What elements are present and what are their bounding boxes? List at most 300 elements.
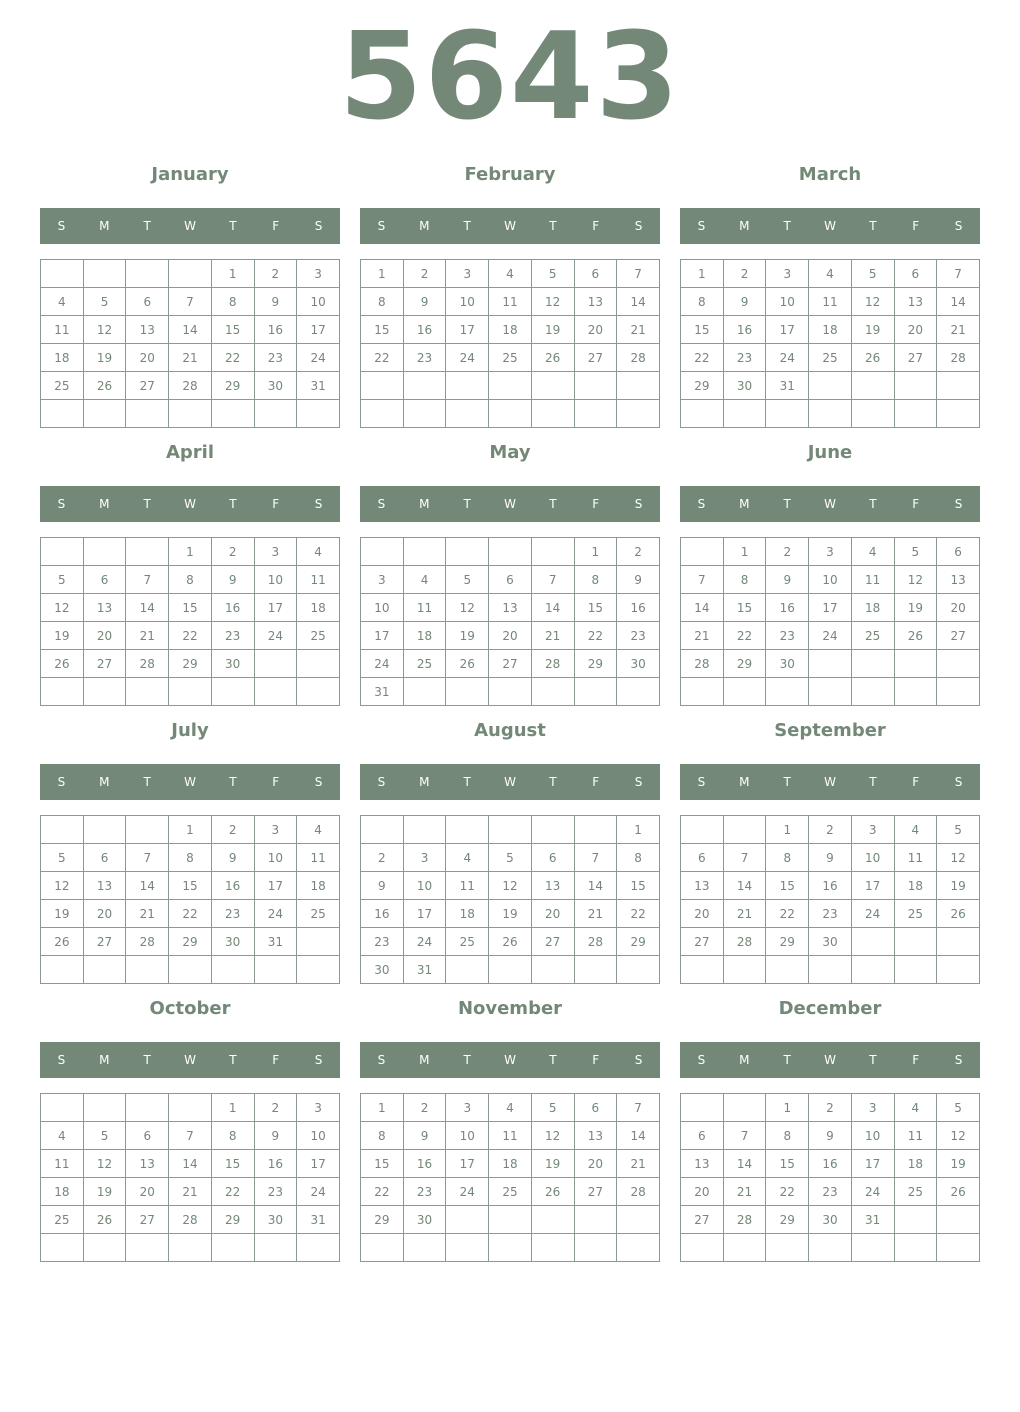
day-cell: 28: [723, 928, 766, 956]
day-cell: 24: [809, 622, 852, 650]
day-cell: 20: [574, 316, 617, 344]
empty-day-cell: [937, 1234, 980, 1262]
empty-day-cell: [574, 1234, 617, 1262]
empty-day-cell: [446, 678, 489, 706]
day-cell: 25: [446, 928, 489, 956]
day-cell: 19: [41, 622, 84, 650]
empty-day-cell: [574, 372, 617, 400]
empty-day-cell: [41, 678, 84, 706]
empty-day-cell: [126, 260, 169, 288]
day-cell: 16: [361, 900, 404, 928]
empty-day-cell: [489, 372, 532, 400]
empty-day-cell: [126, 816, 169, 844]
week-row: [41, 316, 340, 344]
day-grid: [680, 259, 980, 428]
week-row: [361, 1234, 660, 1262]
empty-day-cell: [361, 816, 404, 844]
day-cell: 2: [254, 1094, 297, 1122]
empty-day-cell: [41, 1094, 84, 1122]
day-cell: 16: [403, 316, 446, 344]
empty-day-cell: [681, 1094, 724, 1122]
day-cell: 28: [617, 344, 660, 372]
empty-day-cell: [574, 956, 617, 984]
day-cell: 20: [83, 900, 126, 928]
day-cell: 4: [41, 1122, 84, 1150]
day-cell: 31: [766, 372, 809, 400]
day-cell: 3: [766, 260, 809, 288]
day-cell: 28: [681, 650, 724, 678]
day-cell: 7: [937, 260, 980, 288]
empty-day-cell: [766, 400, 809, 428]
week-row: [361, 650, 660, 678]
day-cell: 11: [446, 872, 489, 900]
week-row: [41, 594, 340, 622]
day-cell: 15: [723, 594, 766, 622]
day-cell: 21: [617, 1150, 660, 1178]
day-cell: 28: [126, 650, 169, 678]
day-cell: 26: [531, 344, 574, 372]
day-cell: 13: [574, 1122, 617, 1150]
weekday-label: T: [783, 775, 791, 789]
day-cell: 3: [446, 260, 489, 288]
day-cell: 17: [809, 594, 852, 622]
empty-day-cell: [681, 956, 724, 984]
day-cell: 22: [766, 1178, 809, 1206]
week-row: [41, 1178, 340, 1206]
empty-day-cell: [937, 956, 980, 984]
empty-day-cell: [169, 260, 212, 288]
day-cell: 25: [41, 372, 84, 400]
day-cell: 16: [617, 594, 660, 622]
day-cell: 1: [617, 816, 660, 844]
empty-day-cell: [894, 678, 937, 706]
day-cell: 31: [297, 372, 340, 400]
weekday-label: F: [272, 1053, 280, 1067]
day-cell: 20: [531, 900, 574, 928]
day-cell: 10: [297, 288, 340, 316]
day-cell: 20: [126, 344, 169, 372]
day-grid: [680, 1093, 980, 1262]
empty-day-cell: [169, 1234, 212, 1262]
day-cell: 23: [403, 344, 446, 372]
weekday-label: F: [592, 219, 600, 233]
day-cell: 10: [361, 594, 404, 622]
empty-day-cell: [83, 260, 126, 288]
day-cell: 14: [126, 872, 169, 900]
empty-day-cell: [297, 928, 340, 956]
day-cell: 26: [489, 928, 532, 956]
day-cell: 6: [681, 1122, 724, 1150]
empty-day-cell: [894, 928, 937, 956]
weekday-label: W: [184, 497, 196, 511]
day-cell: 9: [211, 844, 254, 872]
empty-day-cell: [446, 1206, 489, 1234]
empty-day-cell: [211, 956, 254, 984]
day-cell: 7: [169, 288, 212, 316]
week-row: [361, 288, 660, 316]
weekday-label: S: [377, 1053, 386, 1067]
day-cell: 31: [254, 928, 297, 956]
empty-day-cell: [681, 816, 724, 844]
empty-day-cell: [809, 956, 852, 984]
day-cell: 7: [169, 1122, 212, 1150]
weekday-label: M: [99, 775, 110, 789]
day-cell: 21: [169, 1178, 212, 1206]
week-row: [361, 400, 660, 428]
empty-day-cell: [617, 372, 660, 400]
empty-day-cell: [41, 956, 84, 984]
week-row: [41, 816, 340, 844]
weekday-header: [680, 764, 980, 800]
week-row: [681, 1234, 980, 1262]
day-cell: 11: [894, 844, 937, 872]
week-row: [361, 900, 660, 928]
day-cell: 26: [83, 1206, 126, 1234]
week-row: [41, 928, 340, 956]
day-cell: 29: [617, 928, 660, 956]
weekday-header: [40, 486, 340, 522]
weekday-label: S: [314, 1053, 323, 1067]
day-cell: 12: [894, 566, 937, 594]
empty-day-cell: [41, 1234, 84, 1262]
day-cell: 10: [809, 566, 852, 594]
day-grid: [360, 537, 660, 706]
weekday-label: T: [869, 775, 877, 789]
weekday-label: M: [419, 1053, 430, 1067]
day-cell: 22: [574, 622, 617, 650]
day-cell: 6: [126, 1122, 169, 1150]
month-name: March: [798, 164, 862, 185]
empty-day-cell: [297, 400, 340, 428]
day-cell: 19: [489, 900, 532, 928]
week-row: [41, 872, 340, 900]
month-name: December: [778, 998, 882, 1019]
week-row: [681, 1206, 980, 1234]
day-cell: 14: [531, 594, 574, 622]
day-grid: [680, 537, 980, 706]
day-cell: 10: [851, 1122, 894, 1150]
empty-day-cell: [83, 678, 126, 706]
day-cell: 5: [41, 566, 84, 594]
empty-day-cell: [446, 538, 489, 566]
day-cell: 4: [894, 1094, 937, 1122]
weekday-label: M: [739, 219, 750, 233]
day-cell: 5: [851, 260, 894, 288]
day-cell: 8: [766, 1122, 809, 1150]
day-cell: 18: [489, 316, 532, 344]
day-cell: 10: [403, 872, 446, 900]
empty-day-cell: [361, 372, 404, 400]
day-cell: 17: [254, 594, 297, 622]
day-cell: 1: [361, 1094, 404, 1122]
day-cell: 23: [254, 1178, 297, 1206]
empty-day-cell: [809, 1234, 852, 1262]
weekday-label: S: [697, 775, 706, 789]
weekday-label: F: [272, 219, 280, 233]
empty-day-cell: [83, 816, 126, 844]
day-cell: 30: [361, 956, 404, 984]
day-cell: 11: [809, 288, 852, 316]
weekday-label: T: [463, 775, 471, 789]
week-row: [361, 344, 660, 372]
day-cell: 18: [446, 900, 489, 928]
day-cell: 18: [403, 622, 446, 650]
day-cell: 13: [126, 1150, 169, 1178]
empty-day-cell: [766, 956, 809, 984]
day-cell: 14: [617, 288, 660, 316]
day-cell: 23: [809, 900, 852, 928]
week-row: [41, 650, 340, 678]
day-cell: 6: [937, 538, 980, 566]
weekday-label: T: [549, 1053, 557, 1067]
day-cell: 6: [489, 566, 532, 594]
empty-day-cell: [894, 400, 937, 428]
weekday-label: M: [739, 1053, 750, 1067]
day-cell: 8: [211, 1122, 254, 1150]
weekday-label: T: [229, 775, 237, 789]
day-cell: 24: [851, 1178, 894, 1206]
week-row: [681, 622, 980, 650]
weekday-label: T: [783, 1053, 791, 1067]
day-cell: 18: [41, 344, 84, 372]
day-cell: 30: [766, 650, 809, 678]
weekday-header: [680, 208, 980, 244]
empty-day-cell: [723, 816, 766, 844]
month-name: June: [807, 442, 853, 463]
weekday-label: F: [272, 497, 280, 511]
empty-day-cell: [574, 816, 617, 844]
week-row: [681, 566, 980, 594]
day-cell: 7: [723, 1122, 766, 1150]
empty-day-cell: [531, 1234, 574, 1262]
weekday-label: T: [549, 219, 557, 233]
week-row: [681, 594, 980, 622]
day-cell: 8: [574, 566, 617, 594]
day-cell: 4: [489, 1094, 532, 1122]
day-cell: 21: [723, 900, 766, 928]
day-cell: 16: [809, 1150, 852, 1178]
day-cell: 1: [211, 260, 254, 288]
day-cell: 13: [574, 288, 617, 316]
week-row: [681, 872, 980, 900]
day-cell: 19: [446, 622, 489, 650]
week-row: [361, 1122, 660, 1150]
empty-day-cell: [446, 956, 489, 984]
weekday-label: S: [954, 497, 963, 511]
day-cell: 10: [254, 566, 297, 594]
day-cell: 22: [211, 344, 254, 372]
day-cell: 23: [766, 622, 809, 650]
day-cell: 10: [766, 288, 809, 316]
day-cell: 25: [809, 344, 852, 372]
day-cell: 6: [894, 260, 937, 288]
empty-day-cell: [446, 400, 489, 428]
day-cell: 22: [723, 622, 766, 650]
day-cell: 2: [211, 816, 254, 844]
day-cell: 25: [297, 900, 340, 928]
empty-day-cell: [169, 678, 212, 706]
day-cell: 31: [361, 678, 404, 706]
weekday-label: S: [377, 219, 386, 233]
day-cell: 21: [169, 344, 212, 372]
empty-day-cell: [169, 400, 212, 428]
weekday-label: T: [229, 1053, 237, 1067]
day-cell: 16: [211, 594, 254, 622]
empty-day-cell: [894, 1206, 937, 1234]
week-row: [681, 1178, 980, 1206]
weekday-label: S: [314, 775, 323, 789]
day-cell: 21: [574, 900, 617, 928]
week-row: [41, 678, 340, 706]
day-cell: 30: [211, 650, 254, 678]
day-cell: 22: [361, 1178, 404, 1206]
week-row: [41, 566, 340, 594]
day-cell: 28: [937, 344, 980, 372]
weekday-label: S: [377, 497, 386, 511]
weekday-label: S: [57, 497, 66, 511]
day-cell: 6: [126, 288, 169, 316]
empty-day-cell: [126, 1234, 169, 1262]
day-cell: 20: [894, 316, 937, 344]
day-cell: 19: [851, 316, 894, 344]
empty-day-cell: [489, 1206, 532, 1234]
day-cell: 9: [809, 1122, 852, 1150]
day-cell: 7: [681, 566, 724, 594]
day-grid: [360, 259, 660, 428]
day-cell: 24: [446, 1178, 489, 1206]
day-cell: 24: [254, 900, 297, 928]
day-cell: 17: [297, 316, 340, 344]
day-cell: 9: [766, 566, 809, 594]
day-cell: 8: [681, 288, 724, 316]
weekday-label: T: [869, 219, 877, 233]
empty-day-cell: [83, 956, 126, 984]
empty-day-cell: [297, 956, 340, 984]
empty-day-cell: [126, 1094, 169, 1122]
day-cell: 26: [851, 344, 894, 372]
day-cell: 18: [297, 594, 340, 622]
day-cell: 5: [41, 844, 84, 872]
day-cell: 2: [403, 260, 446, 288]
empty-day-cell: [851, 928, 894, 956]
week-row: [681, 928, 980, 956]
day-cell: 17: [254, 872, 297, 900]
weekday-label: M: [739, 775, 750, 789]
day-cell: 28: [574, 928, 617, 956]
day-cell: 27: [531, 928, 574, 956]
day-cell: 14: [574, 872, 617, 900]
month-name: May: [489, 442, 531, 463]
day-cell: 14: [937, 288, 980, 316]
day-cell: 28: [169, 372, 212, 400]
day-cell: 1: [766, 816, 809, 844]
day-cell: 22: [211, 1178, 254, 1206]
day-cell: 10: [851, 844, 894, 872]
empty-day-cell: [254, 1234, 297, 1262]
weekday-label: T: [143, 1053, 151, 1067]
day-cell: 15: [169, 872, 212, 900]
day-cell: 22: [169, 622, 212, 650]
day-cell: 22: [361, 344, 404, 372]
week-row: [41, 1206, 340, 1234]
weekday-header: [360, 1042, 660, 1078]
day-cell: 26: [41, 928, 84, 956]
empty-day-cell: [681, 538, 724, 566]
day-cell: 5: [894, 538, 937, 566]
day-cell: 13: [681, 872, 724, 900]
day-cell: 23: [617, 622, 660, 650]
day-cell: 11: [894, 1122, 937, 1150]
day-cell: 3: [297, 260, 340, 288]
day-cell: 12: [41, 594, 84, 622]
day-cell: 25: [894, 1178, 937, 1206]
day-cell: 18: [41, 1178, 84, 1206]
week-row: [41, 260, 340, 288]
empty-day-cell: [83, 400, 126, 428]
day-cell: 24: [254, 622, 297, 650]
day-cell: 2: [809, 816, 852, 844]
week-row: [41, 288, 340, 316]
day-cell: 19: [83, 1178, 126, 1206]
day-cell: 26: [83, 372, 126, 400]
empty-day-cell: [937, 928, 980, 956]
day-cell: 23: [211, 900, 254, 928]
day-cell: 4: [489, 260, 532, 288]
day-cell: 13: [83, 594, 126, 622]
day-cell: 18: [489, 1150, 532, 1178]
month-name: September: [774, 720, 886, 741]
day-cell: 26: [531, 1178, 574, 1206]
day-cell: 31: [851, 1206, 894, 1234]
month-name: July: [171, 720, 209, 741]
empty-day-cell: [211, 1234, 254, 1262]
day-cell: 19: [531, 316, 574, 344]
week-row: [361, 816, 660, 844]
day-cell: 15: [574, 594, 617, 622]
weekday-label: S: [634, 497, 643, 511]
day-cell: 8: [766, 844, 809, 872]
weekday-label: F: [592, 775, 600, 789]
day-cell: 7: [617, 260, 660, 288]
empty-day-cell: [531, 400, 574, 428]
day-cell: 16: [403, 1150, 446, 1178]
weekday-header: [40, 764, 340, 800]
day-cell: 7: [531, 566, 574, 594]
day-cell: 2: [809, 1094, 852, 1122]
day-cell: 13: [489, 594, 532, 622]
day-cell: 24: [851, 900, 894, 928]
day-cell: 17: [297, 1150, 340, 1178]
weekday-label: S: [314, 497, 323, 511]
empty-day-cell: [489, 678, 532, 706]
day-cell: 28: [531, 650, 574, 678]
week-row: [681, 260, 980, 288]
day-cell: 21: [126, 622, 169, 650]
empty-day-cell: [894, 956, 937, 984]
empty-day-cell: [809, 400, 852, 428]
day-cell: 23: [211, 622, 254, 650]
weekday-label: T: [229, 219, 237, 233]
empty-day-cell: [489, 956, 532, 984]
day-cell: 2: [766, 538, 809, 566]
day-grid: [680, 815, 980, 984]
day-cell: 30: [254, 1206, 297, 1234]
empty-day-cell: [489, 400, 532, 428]
day-cell: 3: [254, 816, 297, 844]
empty-day-cell: [361, 400, 404, 428]
day-grid: [40, 259, 340, 428]
day-cell: 15: [169, 594, 212, 622]
